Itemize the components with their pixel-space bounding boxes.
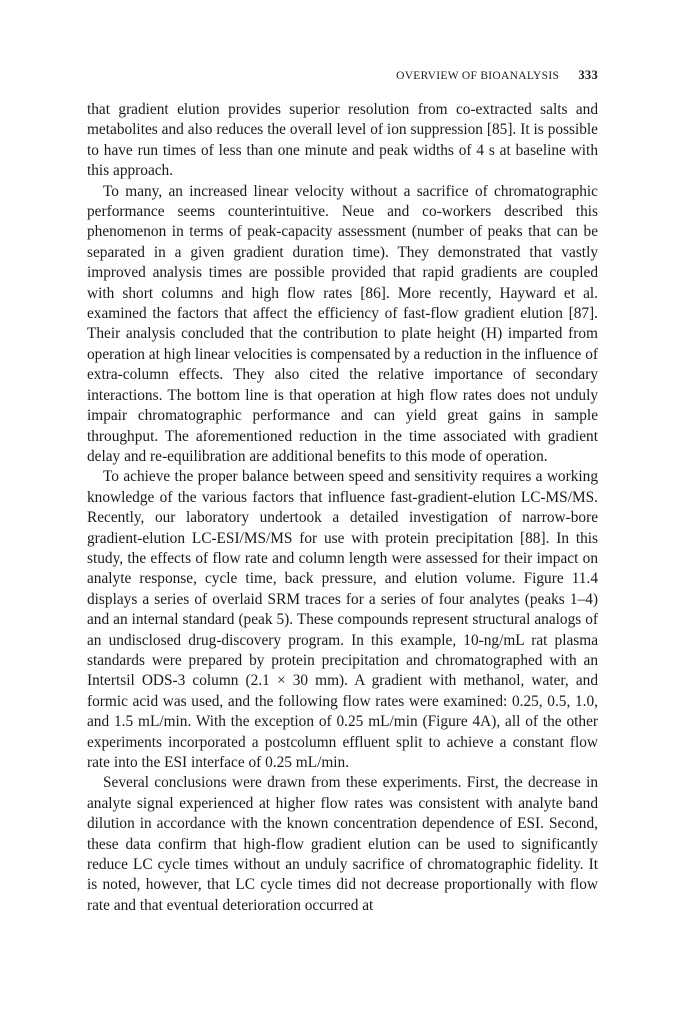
paragraph-2: To many, an increased linear velocity without a sacrifice of chromatographic performance seems counterintuitive. Neue and co-workers described this phenomenon in terms of peak-capacity assessment (number of peaks that can be separated in a given gradient duration time). They demonstrated that vastly improved analysis times are possible provided that rapid gradients are coupled with short columns and high flow rates [86]. More recently, Hayward et al. examined the factors that affect the efficiency of fast-flow gradient elution [87]. Their analysis concluded that the contribution to plate height (H) imparted from operation at high linear velocities is compensated by a reduction in the influence of extra-column effects. They also cited the relative importance of secondary interactions. The bottom line is that operation at high flow rates does not unduly impair chromatographic performance and can yield great gains in sample throughput. The aforementioned reduction in the time associated with gradient delay and re-equilibration are additional benefits to this mode of operation. [87, 182, 598, 465]
paragraph-4: Several conclusions were drawn from these experiments. First, the decrease in analyte signal experienced at higher flow rates was consistent with analyte band dilution in accordance with the known concentration dependence of ESI. Second, these data confirm that high-flow gradient elution can be used to significantly reduce LC cycle times without an unduly sacrifice of chromatographic fidelity. It is noted, however, that LC cycle times did not decrease proportionally with flow rate and that eventual deterioration occurred at [87, 774, 598, 914]
body-text [87, 100, 598, 916]
page-number: 333 [578, 68, 598, 82]
running-header [87, 68, 598, 86]
paragraph-3: To achieve the proper balance between speed and sensitivity requires a working knowledge of the various factors that influence fast-gradient-elution LC-MS/MS. Recently, our laboratory undertook a detailed investigation of narrow-bore gradient-elution LC-ESI/MS/MS for use with protein precipitation [88]. In this study, the effects of flow rate and column length were assessed for their impact on analyte response, cycle time, back pressure, and elution volume. Figure 11.4 displays a series of overlaid SRM traces for a series of four analytes (peaks 1–4) and an internal standard (peak 5). These compounds represent structural analogs of an undisclosed drug-discovery program. In this example, 10-ng/mL rat plasma standards were prepared by protein precipitation and chromatographed with an Intertsil ODS-3 column (2.1 × 30 mm). A gradient with methanol, water, and formic acid was used, and the following flow rates were examined: 0.25, 0.5, 1.0, and 1.5 mL/min. With the exception of 0.25 mL/min (Figure 4A), all of the other experiments incorporated a postcolumn effluent split to achieve a constant flow rate into the ESI interface of 0.25 mL/min. [87, 468, 598, 771]
running-title: OVERVIEW OF BIOANALYSIS [396, 70, 560, 82]
paragraph-1: that gradient elution provides superior resolution from co-extracted salts and metabolites and also reduces the overall level of ion suppression [85]. It is possible to have run times of less than one minute and peak widths of 4 s at baseline with this approach. [87, 101, 598, 180]
